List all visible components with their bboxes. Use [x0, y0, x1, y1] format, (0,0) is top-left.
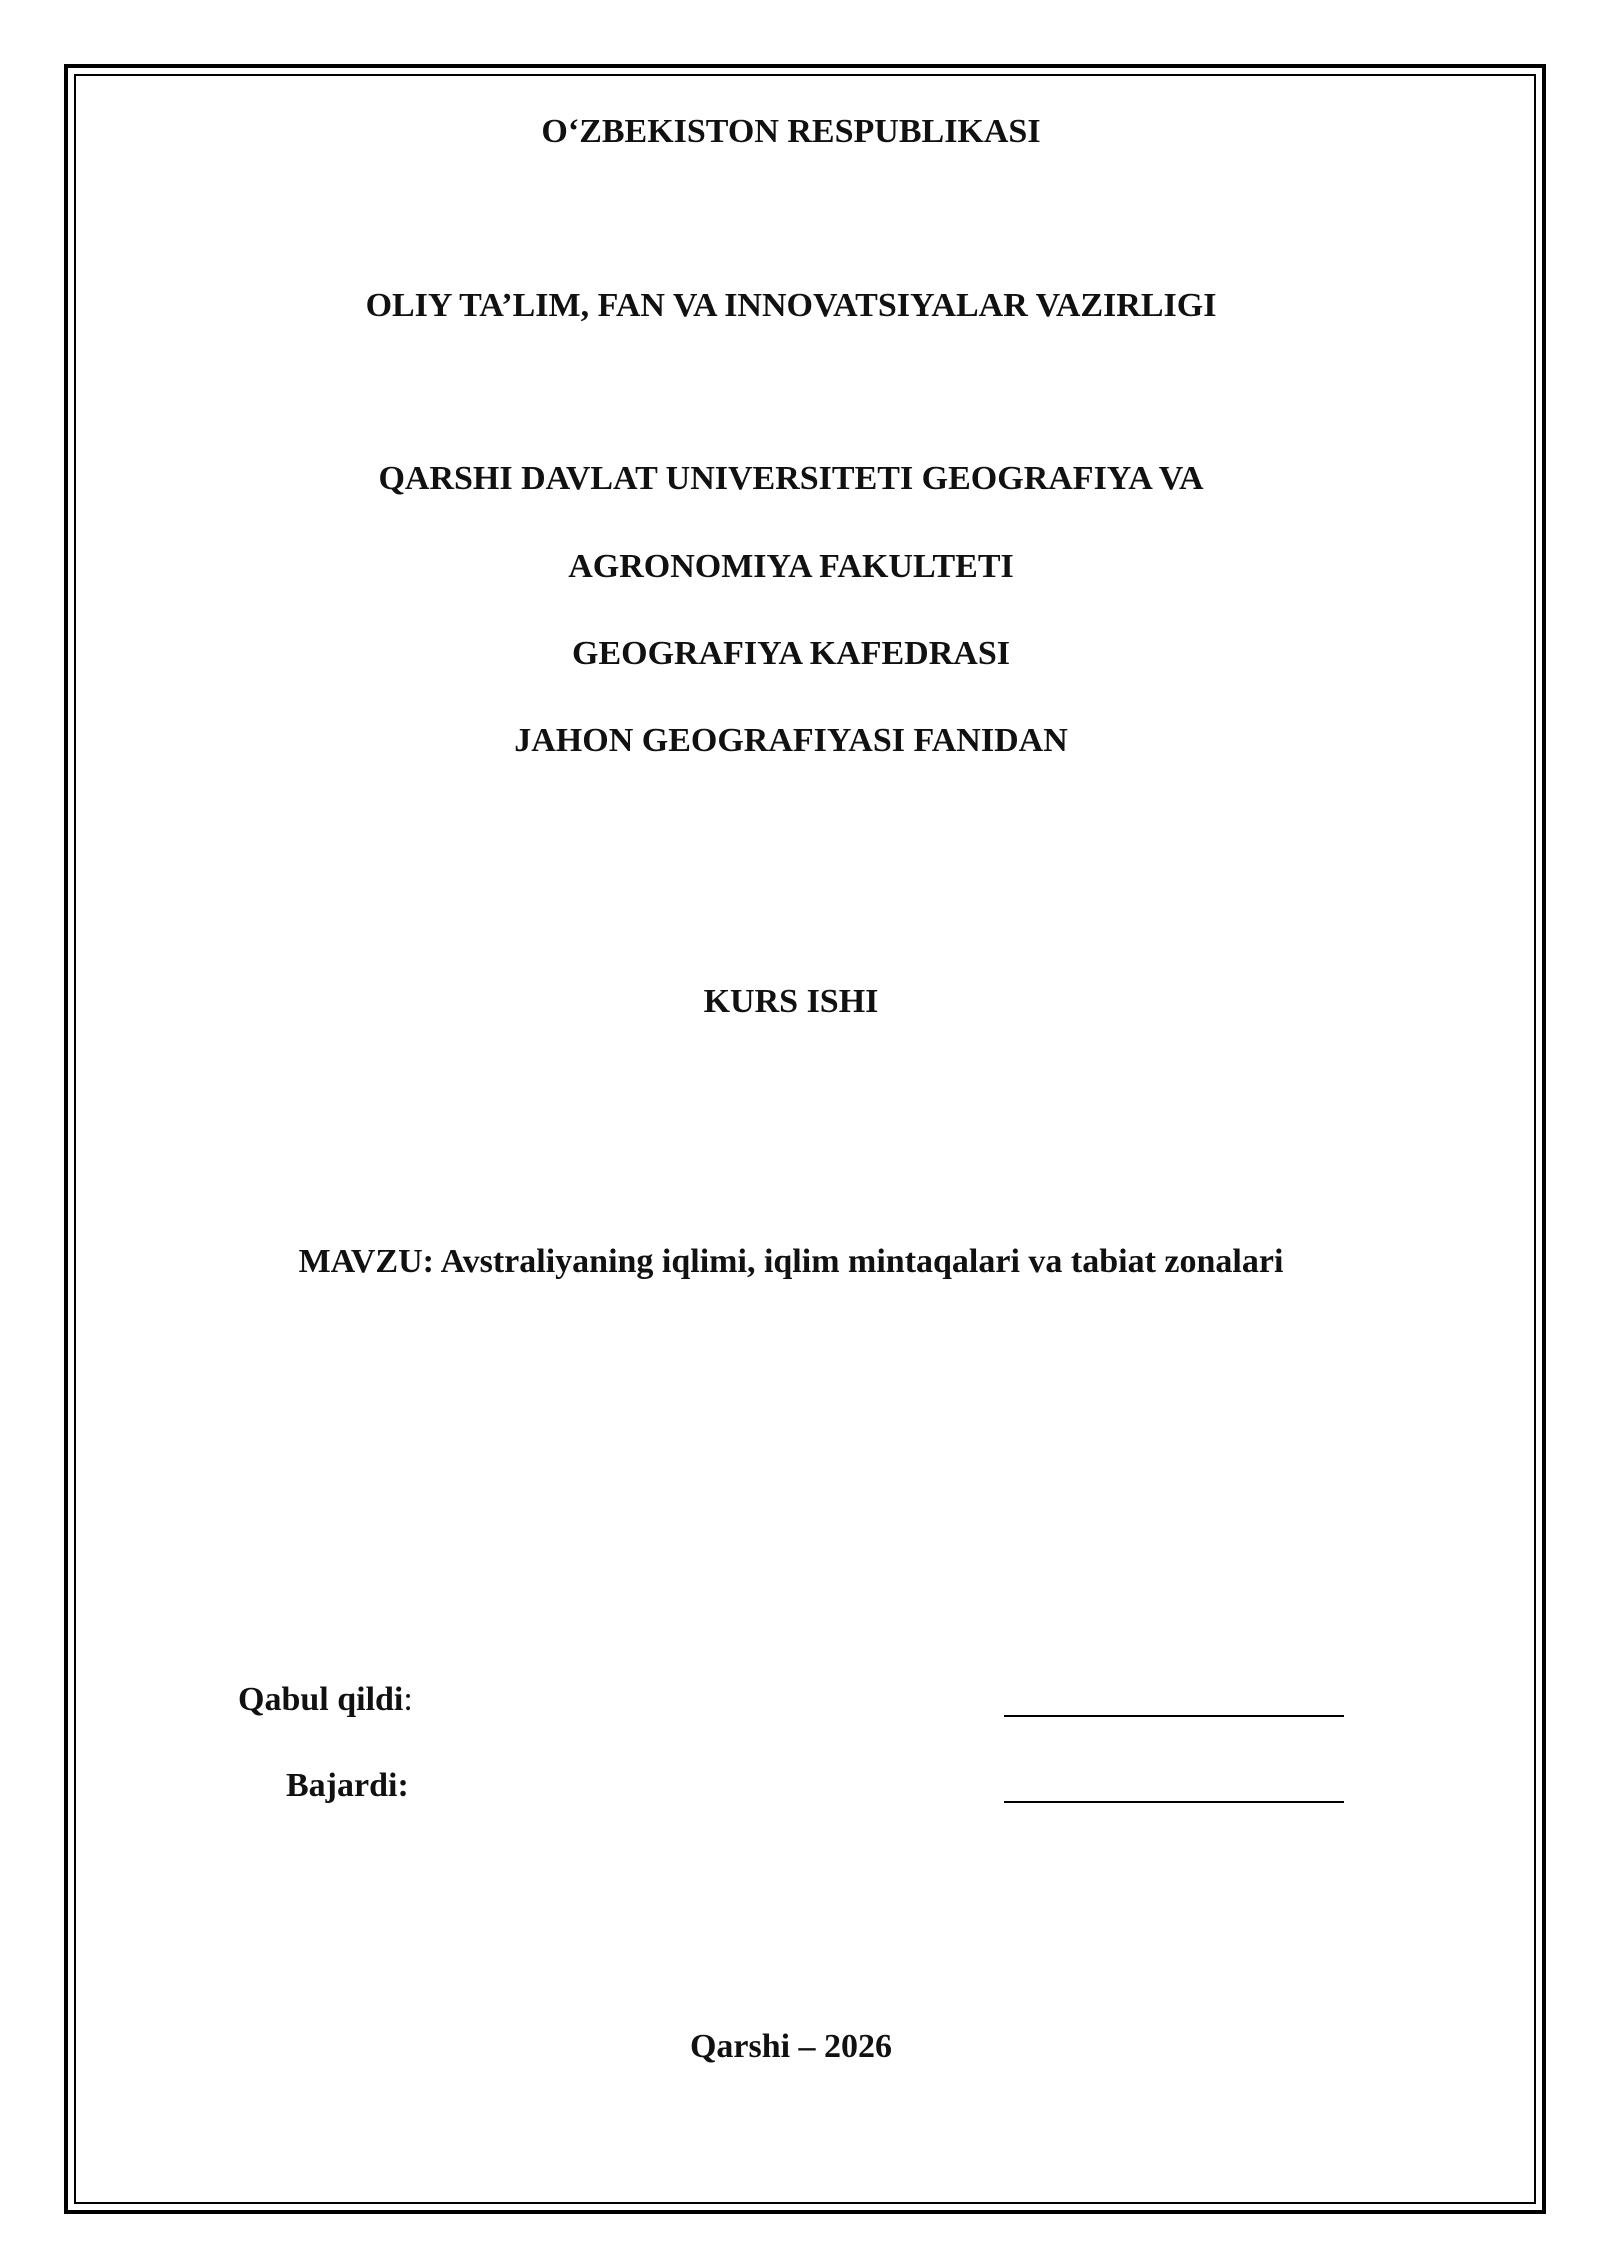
university-heading-line1: QARSHI DAVLAT UNIVERSITETI GEOGRAFIYA VA: [378, 460, 1204, 497]
country-heading: O‘ZBEKISTON RESPUBLIKASI: [541, 113, 1041, 150]
accepted-by-label: Qabul qildi:: [238, 1681, 413, 1718]
subject-heading: JAHON GEOGRAFIYASI FANIDAN: [514, 722, 1068, 759]
topic-line: [0, 1242, 1582, 1282]
performed-by-label: Bajardi:: [286, 1767, 409, 1804]
work-type-title: KURS ISHI: [703, 983, 879, 1020]
page-border-inner: [74, 74, 1536, 2204]
place-year-footer: Qarshi – 2026: [689, 2028, 893, 2065]
ministry-heading: OLIY TA’LIM, FAN VA INNOVATSIYALAR VAZIRLIGI: [365, 287, 1217, 324]
department-heading: GEOGRAFIYA KAFEDRASI: [572, 635, 1010, 672]
university-heading-line2: AGRONOMIYA FAKULTETI: [568, 548, 1014, 585]
topic-label: MAVZU:: [298, 1243, 434, 1280]
topic-text: Avstraliyaning iqlimi, iqlim mintaqalari va tabiat zonalari: [440, 1243, 1284, 1280]
